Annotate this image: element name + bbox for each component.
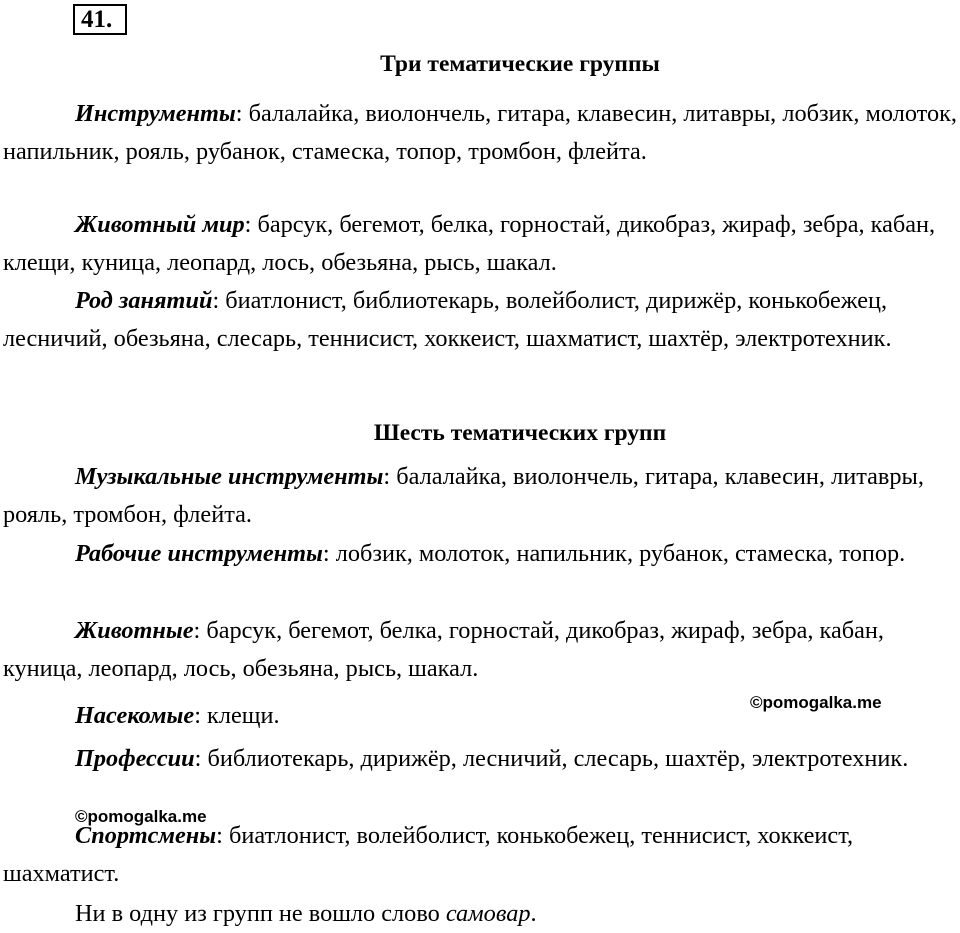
section1-group-animals [3,206,959,281]
group-term: Спортсмены [75,822,217,849]
group-text: : биатлонист, волейболист, конькобежец, теннисист, хоккеист, шахматист. [3,822,854,887]
section1-title: Три тематические группы [380,51,660,77]
watermark: ©pomogalka.me [750,693,882,712]
group-term: Животные [75,617,194,644]
section2-group-tools [3,535,959,573]
conclusion [3,895,959,933]
group-term: Род занятий [75,287,213,314]
group-text: : библиотекарь, дирижёр, лесничий, слесарь, шахтёр, электротехник. [194,745,909,772]
group-text: : лобзик, молоток, напильник, рубанок, стамеска, топор. [322,540,906,567]
group-text: : балалайка, виолончель, гитара, клавесин, литавры, лобзик, молоток, напильник, рояль, рубанок, стамеска, топор, тромбон, флейта. [3,100,957,165]
group-term: Инструменты [75,100,236,127]
conclusion-text: Ни в одну из групп не вошло слово [75,900,446,927]
section2-group-athletes [3,817,959,892]
group-term: Рабочие инструменты [75,540,323,567]
group-term: Профессии [75,745,195,772]
group-term: Животный мир [75,211,245,238]
group-text: : биатлонист, библиотекарь, волейболист, дирижёр, конькобежец, лесничий, обезьяна, слесарь, теннисист, хоккеист, шахматист, шахтёр, электротехник. [3,287,892,352]
section2-group-professions [3,740,959,778]
group-text: : барсук, бегемот, белка, горностай, дикобраз, жираф, зебра, кабан, куница, леопард, лось, обезьяна, рысь, шакал. [3,617,884,682]
group-term: Насекомые [75,702,195,729]
conclusion-end: . [530,900,537,927]
group-text: : барсук, бегемот, белка, горностай, дикобраз, жираф, зебра, кабан, клещи, куница, леопард, лось, обезьяна, рысь, шакал. [3,211,936,276]
section2-group-animals [3,612,959,687]
group-term: Музыкальные инструменты [75,463,384,490]
group-text: : клещи. [194,702,280,729]
section1-group-instruments [3,95,959,170]
watermark: ©pomogalka.me [75,807,207,826]
group-text: : балалайка, виолончель, гитара, клавесин, литавры, рояль, тромбон, флейта. [3,463,924,528]
section2-title: Шесть тематических групп [373,420,667,446]
exercise-number: 41. [73,4,127,35]
section1-group-occupations [3,282,959,357]
section2-group-musical [3,458,959,533]
conclusion-word: самовар [445,900,531,927]
